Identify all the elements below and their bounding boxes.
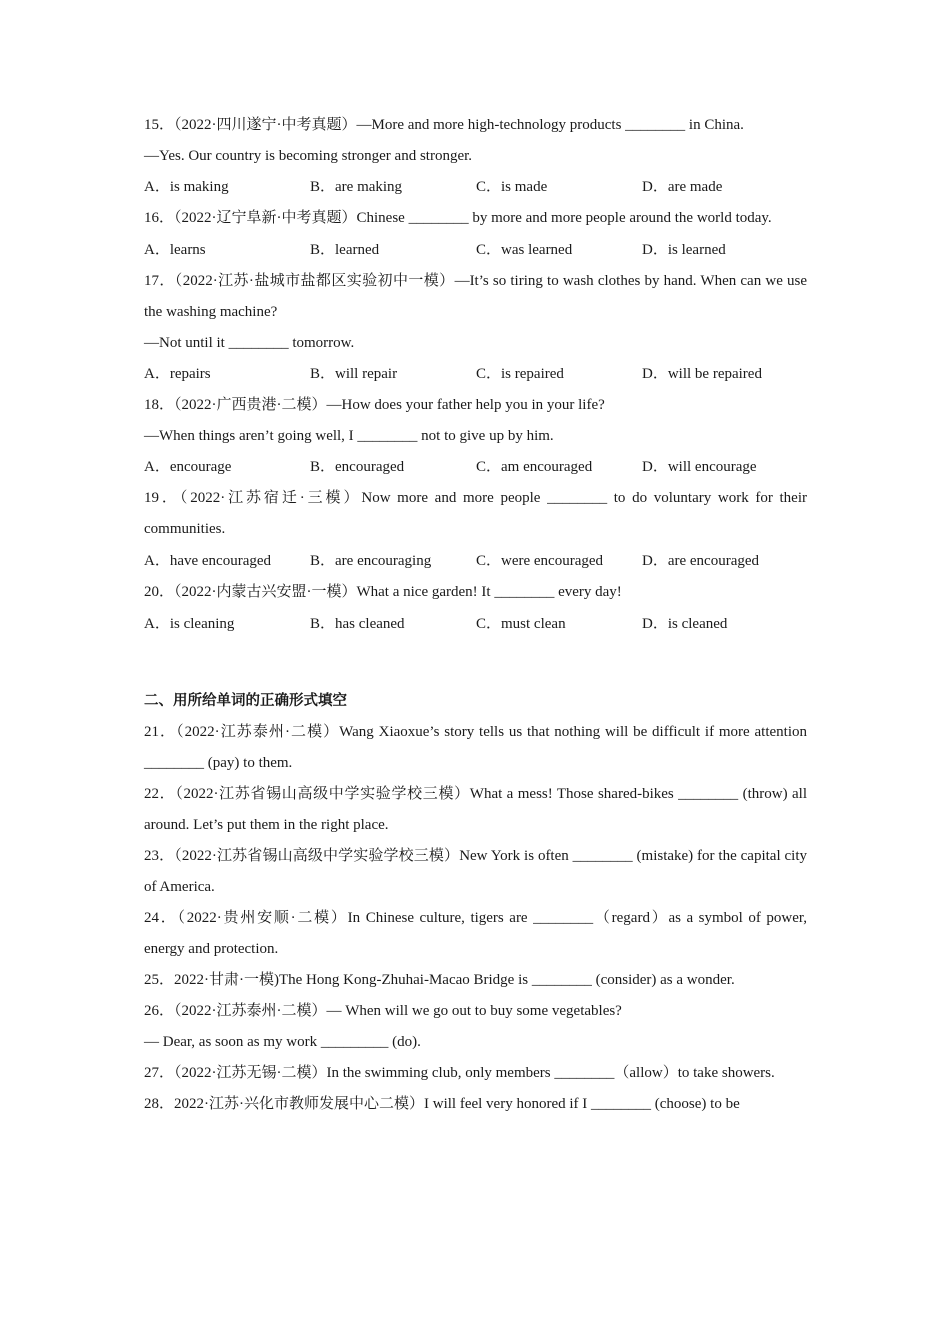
question-18 xyxy=(144,390,807,483)
answer-options xyxy=(144,451,807,483)
option-c[interactable]: C．was learned xyxy=(476,242,573,258)
answer-options xyxy=(144,358,807,390)
question-28 xyxy=(144,1089,807,1120)
question-stem: 26．（2022·江苏泰州·二模）— When will we go out to buy some vegetables? xyxy=(144,1003,622,1019)
question-dialog-line: —Not until it ________ tomorrow. xyxy=(144,335,355,351)
option-a[interactable]: A．learns xyxy=(144,242,206,258)
question-21 xyxy=(144,717,807,779)
question-22 xyxy=(144,779,807,841)
option-c[interactable]: C．is repaired xyxy=(476,366,564,382)
option-d[interactable]: D．will encourage xyxy=(642,459,757,475)
option-d[interactable]: D．are made xyxy=(642,179,723,195)
question-23 xyxy=(144,841,807,903)
option-b[interactable]: B．encouraged xyxy=(310,459,405,475)
option-b[interactable]: B．will repair xyxy=(310,366,398,382)
question-24 xyxy=(144,903,807,965)
section-title: 二、用所给单词的正确形式填空 xyxy=(144,693,347,709)
question-dialog-line: —Yes. Our country is becoming stronger and stronger. xyxy=(144,148,473,164)
option-c[interactable]: C．am encouraged xyxy=(476,459,593,475)
option-d[interactable]: D．are encouraged xyxy=(642,553,760,569)
question-stem: 19．（2022·江苏宿迁·三模）Now more and more people ________ to do voluntary work for their communities. xyxy=(144,490,807,537)
option-a[interactable]: A．is making xyxy=(144,179,229,195)
question-dialog-line: — Dear, as soon as my work _________ (do). xyxy=(144,1034,421,1050)
option-c[interactable]: C．must clean xyxy=(476,616,566,632)
question-16 xyxy=(144,203,807,266)
option-a[interactable]: A．have encouraged xyxy=(144,553,272,569)
question-stem: 18．（2022·广西贵港·二模）—How does your father help you in your life? xyxy=(144,397,605,413)
option-c[interactable]: C．is made xyxy=(476,179,548,195)
question-stem: 20．（2022·内蒙古兴安盟·一模）What a nice garden! It ________ every day! xyxy=(144,584,622,600)
option-d[interactable]: D．is cleaned xyxy=(642,616,728,632)
question-stem: 22．（2022·江苏省锡山高级中学实验学校三模）What a mess! Those shared-bikes ________ (throw) all around. Let’s put them in the right place. xyxy=(144,786,807,833)
question-19 xyxy=(144,483,807,577)
question-stem: 23．（2022·江苏省锡山高级中学实验学校三模）New York is often ________ (mistake) for the capital city of America. xyxy=(144,848,807,895)
question-stem: 21．（2022·江苏泰州·二模）Wang Xiaoxue’s story tells us that nothing will be difficult if more attention ________ (pay) to them. xyxy=(144,724,807,771)
option-d[interactable]: D．is learned xyxy=(642,242,726,258)
option-b[interactable]: B．are encouraging xyxy=(310,553,432,569)
question-stem: 17．（2022·江苏·盐城市盐都区实验初中一模）—It’s so tiring to wash clothes by hand. When can we use the washing machine? xyxy=(144,273,807,320)
option-a[interactable]: A．is cleaning xyxy=(144,616,235,632)
option-a[interactable]: A．repairs xyxy=(144,366,211,382)
answer-options xyxy=(144,234,807,266)
worksheet-content xyxy=(144,110,807,1120)
question-25 xyxy=(144,965,807,996)
question-stem: 25．2022·甘肃·一模)The Hong Kong-Zhuhai-Macao Bridge is ________ (consider) as a wonder. xyxy=(144,972,735,988)
option-d[interactable]: D．will be repaired xyxy=(642,366,762,382)
question-26 xyxy=(144,996,807,1058)
question-stem: 16．（2022·辽宁阜新·中考真题）Chinese ________ by more and more people around the world today. xyxy=(144,210,772,226)
question-15 xyxy=(144,110,807,203)
question-dialog-line: —When things aren’t going well, I ________ not to give up by him. xyxy=(144,428,554,444)
answer-options xyxy=(144,171,807,203)
option-b[interactable]: B．has cleaned xyxy=(310,616,405,632)
question-27 xyxy=(144,1058,807,1089)
question-stem: 28．2022·江苏·兴化市教师发展中心二模）I will feel very honored if I ________ (choose) to be xyxy=(144,1096,740,1112)
option-a[interactable]: A．encourage xyxy=(144,459,232,475)
question-stem: 15．（2022·四川遂宁·中考真题）—More and more high-technology products ________ in China. xyxy=(144,117,744,133)
question-17 xyxy=(144,266,807,390)
option-b[interactable]: B．are making xyxy=(310,179,403,195)
answer-options xyxy=(144,608,807,640)
option-c[interactable]: C．were encouraged xyxy=(476,553,604,569)
answer-options xyxy=(144,545,807,577)
question-stem: 27．（2022·江苏无锡·二模）In the swimming club, only members ________（allow）to take showers. xyxy=(144,1065,775,1081)
question-20 xyxy=(144,577,807,640)
option-b[interactable]: B．learned xyxy=(310,242,380,258)
question-stem: 24．（2022·贵州安顺·二模）In Chinese culture, tigers are ________（regard）as a symbol of power, energy and protection. xyxy=(144,910,807,957)
